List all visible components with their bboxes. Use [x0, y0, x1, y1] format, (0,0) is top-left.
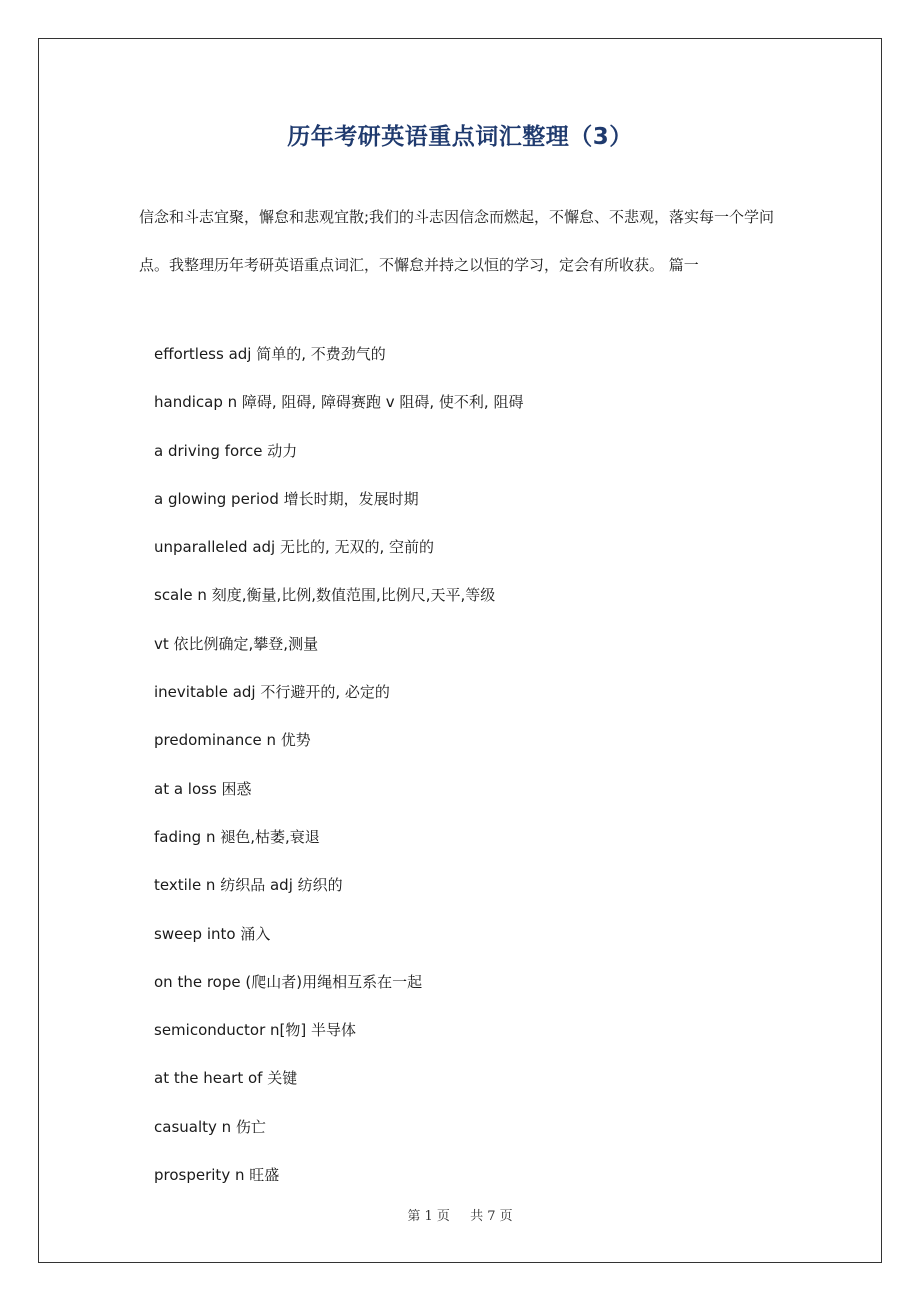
vocab-entry: inevitable adj 不行避开的, 必定的	[154, 683, 390, 702]
page-number-current: 第 1 页	[407, 1209, 450, 1224]
vocab-entry: semiconductor n[物] 半导体	[154, 1021, 357, 1040]
page-number-total: 共 7 页	[470, 1209, 513, 1224]
page-footer	[0, 1205, 920, 1224]
vocabulary-list	[154, 330, 523, 1199]
vocab-entry: casualty n 伤亡	[154, 1117, 266, 1136]
vocab-entry: on the rope (爬山者)用绳相互系在一起	[154, 972, 423, 991]
vocab-entry: at a loss 困惑	[154, 779, 252, 798]
vocab-entry: sweep into 涌入	[154, 924, 271, 943]
vocab-entry: scale n 刻度,衡量,比例,数值范围,比例尺,天平,等级	[154, 586, 496, 605]
vocab-entry: a driving force 动力	[154, 441, 298, 460]
vocab-entry: a glowing period 增长时期，发展时期	[154, 489, 419, 508]
vocab-entry: textile n 纺织品 adj 纺织的	[154, 876, 343, 895]
intro-paragraph: 信念和斗志宜聚，懈怠和悲观宜散;我们的斗志因信念而燃起，不懈怠、不悲观，落实每一个学问点。我整理历年考研英语重点词汇，不懈怠并持之以恒的学习，定会有所收获。 篇一	[139, 208, 775, 274]
vocab-entry: unparalleled adj 无比的, 无双的, 空前的	[154, 538, 435, 557]
vocab-entry: prosperity n 旺盛	[154, 1166, 280, 1185]
vocab-entry: vt 依比例确定,攀登,测量	[154, 634, 319, 653]
vocab-entry: effortless adj 简单的, 不费劲气的	[154, 345, 386, 363]
vocab-entry: handicap n 障碍, 阻碍, 障碍赛跑 v 阻碍, 使不利, 阻碍	[154, 393, 524, 412]
vocab-entry: at the heart of 关键	[154, 1069, 298, 1088]
document-title: 历年考研英语重点词汇整理（3）	[287, 124, 633, 150]
vocab-entry: fading n 褪色,枯萎,衰退	[154, 827, 320, 846]
vocab-entry: predominance n 优势	[154, 731, 311, 750]
